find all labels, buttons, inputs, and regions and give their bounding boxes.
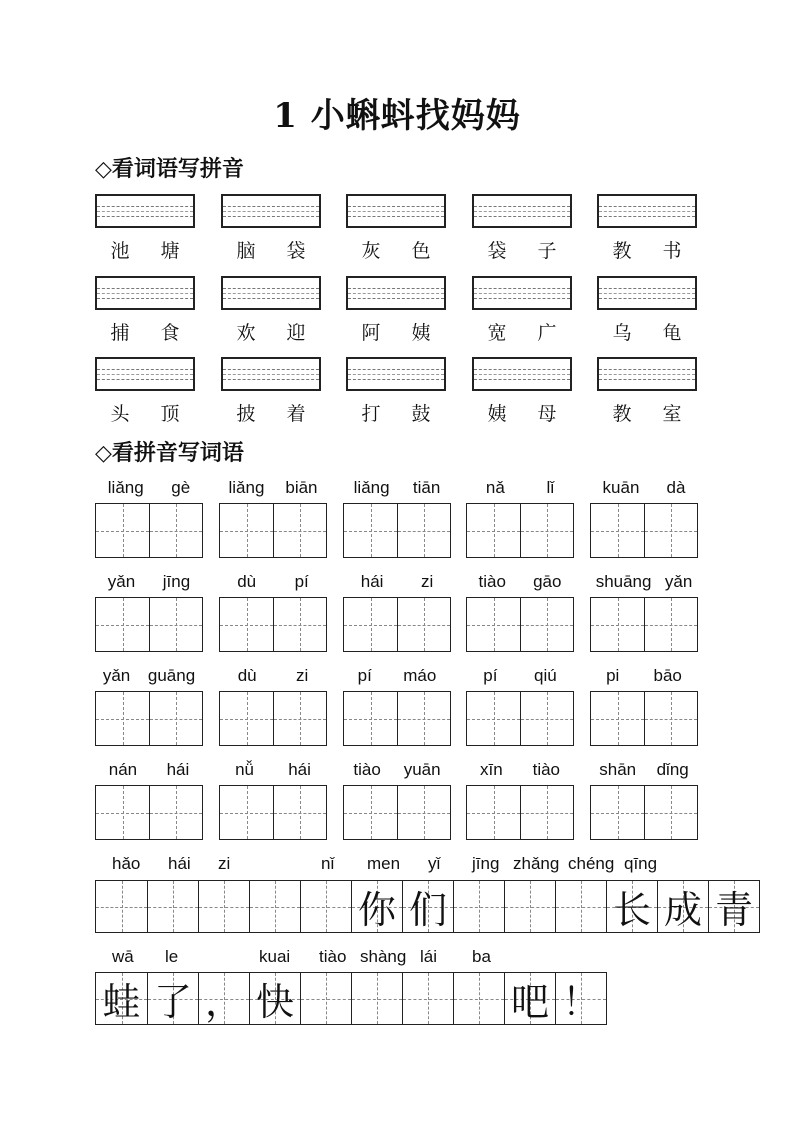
pinyin-syllable: máo [403, 666, 437, 685]
sentence-cell [96, 973, 147, 1024]
character-grid[interactable] [219, 691, 327, 746]
sentence-cell [249, 973, 300, 1024]
grid-cell[interactable] [467, 504, 520, 557]
vocab-char: 教 [612, 403, 632, 425]
grid-cell[interactable] [149, 692, 202, 745]
grid-cell[interactable] [520, 692, 573, 745]
pinyin-syllable: zi [420, 572, 434, 591]
vocab-word [472, 399, 572, 426]
pinyin-syllable: qiú [534, 666, 557, 685]
grid-cell[interactable] [520, 786, 573, 839]
character-grid[interactable] [466, 691, 574, 746]
character-grid[interactable] [466, 785, 574, 840]
pinyin-syllable: liǎng [228, 478, 265, 497]
sentence-cell[interactable] [453, 973, 504, 1024]
sentence-cell[interactable] [351, 973, 402, 1024]
character-grid[interactable] [466, 597, 574, 652]
grid-row [95, 785, 705, 841]
character-grid[interactable] [95, 785, 203, 840]
grid-cell[interactable] [591, 598, 644, 651]
sentence-pinyin: hǎo [112, 854, 141, 873]
vocab-char: 母 [537, 403, 557, 425]
pinyin-answer-box[interactable] [346, 276, 446, 310]
pinyin-row [95, 478, 705, 500]
sentence-pinyin: men [367, 854, 401, 873]
pinyin-answer-box[interactable] [597, 276, 697, 310]
sentence-cell[interactable] [504, 881, 555, 932]
sentence-pinyin: nǐ [321, 854, 335, 873]
grid-cell[interactable] [273, 786, 326, 839]
pinyin-syllable: hái [166, 760, 190, 779]
grid-cell[interactable] [220, 786, 273, 839]
vocab-char: 脑 [236, 240, 256, 262]
pinyin-answer-box[interactable] [346, 194, 446, 228]
given-character: 们 [408, 888, 447, 932]
vocab-char: 欢 [236, 322, 256, 344]
given-character: 青 [714, 888, 753, 932]
grid-cell[interactable] [520, 504, 573, 557]
pinyin-word [342, 572, 452, 592]
grid-cell[interactable] [644, 786, 697, 839]
pinyin-word [589, 666, 699, 686]
character-grid[interactable] [343, 503, 451, 558]
vocab-char: 阿 [361, 322, 381, 344]
sentence-pinyin: kuai [259, 947, 291, 966]
pinyin-syllable: pí [357, 666, 372, 685]
pinyin-syllable: zi [296, 666, 309, 685]
word-row [95, 236, 705, 262]
sentence-cell[interactable] [300, 973, 351, 1024]
grid-cell[interactable] [591, 786, 644, 839]
vocab-char: 姨 [487, 403, 507, 425]
vocab-word [95, 399, 195, 426]
grid-cell[interactable] [344, 692, 397, 745]
pinyin-word [94, 478, 204, 498]
pinyin-answer-box[interactable] [472, 357, 572, 391]
section-heading-write-pinyin: ◇看词语写拼音 [95, 156, 244, 182]
sentence-cell [147, 973, 198, 1024]
given-character: 你 [357, 888, 396, 932]
sentence-cell[interactable] [147, 881, 198, 932]
character-grid[interactable] [95, 691, 203, 746]
sentence-grid [95, 880, 760, 933]
sentence-pinyin: wā [112, 947, 134, 966]
sentence-pinyin: jīng [472, 854, 500, 873]
pinyin-answer-box[interactable] [597, 194, 697, 228]
pinyin-row [95, 572, 705, 594]
vocab-word [346, 236, 446, 263]
grid-cell[interactable] [220, 598, 273, 651]
grid-cell[interactable] [273, 598, 326, 651]
vocab-char: 姨 [411, 322, 431, 344]
grid-cell[interactable] [397, 786, 450, 839]
pinyin-syllable: gè [171, 478, 191, 497]
page-title: 1 小蝌蚪找妈妈 [273, 96, 521, 136]
sentence-pinyin: yǐ [428, 854, 441, 873]
grid-cell[interactable] [220, 504, 273, 557]
vocab-word [597, 399, 697, 426]
vocab-word [597, 236, 697, 263]
pinyin-word [465, 666, 575, 686]
grid-cell[interactable] [397, 598, 450, 651]
pinyin-word [342, 666, 452, 686]
vocab-char: 塘 [160, 240, 180, 262]
pinyin-row [95, 760, 705, 782]
pinyin-syllable: hái [288, 760, 311, 779]
pinyin-answer-box[interactable] [221, 276, 321, 310]
sentence-pinyin: lái [420, 947, 438, 966]
grid-cell[interactable] [149, 504, 202, 557]
given-character: ！ [561, 980, 600, 1024]
vocab-word [221, 318, 321, 345]
grid-cell[interactable] [591, 504, 644, 557]
pinyin-syllable: dù [237, 666, 257, 685]
vocab-char: 食 [160, 322, 180, 344]
pinyin-answer-box[interactable] [95, 357, 195, 391]
character-grid[interactable] [343, 597, 451, 652]
word-row [95, 399, 705, 425]
vocab-word [472, 318, 572, 345]
vocab-word [95, 318, 195, 345]
vocab-char: 龟 [662, 322, 682, 344]
vocab-char: 披 [236, 403, 256, 425]
character-grid[interactable] [466, 503, 574, 558]
character-grid[interactable] [219, 597, 327, 652]
character-grid[interactable] [95, 503, 203, 558]
vocab-char: 鼓 [411, 403, 431, 425]
sentence-pinyin: le [165, 947, 179, 966]
sentence-cell[interactable] [555, 881, 606, 932]
grid-cell[interactable] [467, 598, 520, 651]
pinyin-word [589, 478, 699, 498]
pinyin-syllable: shuāng [595, 572, 652, 591]
pinyin-word [465, 572, 575, 592]
pinyin-word [94, 760, 204, 780]
pinyin-syllable: jīng [162, 572, 191, 591]
pinyin-syllable: gāo [533, 572, 562, 591]
character-grid[interactable] [590, 691, 698, 746]
grid-cell[interactable] [96, 786, 149, 839]
given-character: 了 [153, 980, 192, 1024]
pinyin-word [218, 478, 328, 498]
pinyin-syllable: xīn [479, 760, 503, 779]
pinyin-word [342, 478, 452, 498]
character-grid[interactable] [343, 785, 451, 840]
grid-cell[interactable] [644, 692, 697, 745]
sentence-cell [402, 881, 453, 932]
pinyin-syllable: hái [360, 572, 384, 591]
vocab-char: 迎 [286, 322, 306, 344]
character-grid[interactable] [343, 691, 451, 746]
character-grid[interactable] [590, 785, 698, 840]
section-heading-write-words: ◇看拼音写词语 [95, 440, 244, 466]
sentence-cell[interactable] [96, 881, 147, 932]
pinyin-answer-box[interactable] [472, 276, 572, 310]
pinyin-answer-box[interactable] [221, 194, 321, 228]
pinyin-syllable: lǐ [546, 478, 555, 497]
pinyin-word [218, 666, 328, 686]
vocab-char: 袋 [487, 240, 507, 262]
grid-cell[interactable] [467, 692, 520, 745]
pinyin-syllable: yuān [403, 760, 441, 779]
vocab-word [597, 318, 697, 345]
grid-cell[interactable] [96, 692, 149, 745]
word-row [95, 318, 705, 344]
sentence-cell[interactable] [300, 881, 351, 932]
sentence-pinyin: shàng [360, 947, 407, 966]
vocab-word [221, 399, 321, 426]
sentence-cell [504, 973, 555, 1024]
vocab-char: 头 [110, 403, 130, 425]
pinyin-answer-box[interactable] [95, 276, 195, 310]
grid-row [95, 691, 705, 747]
sentence-pinyin: chéng [568, 854, 615, 873]
pinyin-syllable: kuān [602, 478, 640, 497]
grid-cell[interactable] [591, 692, 644, 745]
pinyin-syllable: dà [666, 478, 686, 497]
grid-cell[interactable] [344, 786, 397, 839]
vocab-char: 捕 [110, 322, 130, 344]
grid-cell[interactable] [149, 786, 202, 839]
vocab-char: 室 [662, 403, 682, 425]
pinyin-syllable: pí [294, 572, 309, 591]
pinyin-answer-box[interactable] [597, 357, 697, 391]
grid-cell[interactable] [644, 504, 697, 557]
vocab-word [221, 236, 321, 263]
vocab-char: 宽 [487, 322, 507, 344]
character-grid[interactable] [590, 503, 698, 558]
pinyin-syllable: liǎng [107, 478, 144, 497]
pinyin-word [218, 572, 328, 592]
grid-row [95, 597, 705, 653]
pinyin-box-row [95, 194, 697, 230]
sentence-cell[interactable] [249, 881, 300, 932]
vocab-word [95, 236, 195, 263]
sentence-cell [198, 973, 249, 1024]
pinyin-syllable: yǎn [107, 572, 136, 591]
grid-cell[interactable] [344, 598, 397, 651]
vocab-char: 色 [411, 240, 431, 262]
pinyin-answer-box[interactable] [346, 357, 446, 391]
given-character: ， [204, 980, 243, 1024]
pinyin-syllable: liǎng [353, 478, 390, 497]
vocab-char: 子 [537, 240, 557, 262]
pinyin-syllable: tiào [532, 760, 561, 779]
sentence-cell [657, 881, 708, 932]
vocab-char: 书 [662, 240, 682, 262]
pinyin-answer-box[interactable] [472, 194, 572, 228]
grid-cell[interactable] [96, 504, 149, 557]
pinyin-syllable: yǎn [102, 666, 131, 685]
grid-cell[interactable] [520, 598, 573, 651]
character-grid[interactable] [590, 597, 698, 652]
pinyin-word [94, 666, 204, 686]
pinyin-syllable: pí [483, 666, 498, 685]
pinyin-syllable: tiào [478, 572, 506, 591]
pinyin-word [589, 572, 699, 592]
sentence-cell[interactable] [402, 973, 453, 1024]
grid-cell[interactable] [344, 504, 397, 557]
sentence-pinyin: tiào [319, 947, 347, 966]
pinyin-syllable: guāng [147, 666, 196, 685]
grid-cell[interactable] [273, 504, 326, 557]
grid-cell[interactable] [644, 598, 697, 651]
pinyin-syllable: dǐng [656, 760, 689, 779]
vocab-char: 池 [110, 240, 130, 262]
sentence-pinyin: zi [218, 854, 231, 873]
pinyin-syllable: nán [108, 760, 138, 779]
sentence-pinyin: zhǎng [513, 854, 560, 873]
pinyin-syllable: nǚ [235, 760, 255, 779]
pinyin-word [342, 760, 452, 780]
grid-cell[interactable] [96, 598, 149, 651]
grid-cell[interactable] [467, 786, 520, 839]
pinyin-syllable: tiān [412, 478, 441, 497]
vocab-char: 教 [612, 240, 632, 262]
sentence-pinyin: qīng [624, 854, 658, 873]
sentence-pinyin: hái [168, 854, 191, 873]
vocab-char: 乌 [612, 322, 632, 344]
pinyin-box-row [95, 357, 697, 393]
character-grid[interactable] [219, 503, 327, 558]
pinyin-syllable: yǎn [664, 572, 693, 591]
pinyin-syllable: dù [237, 572, 257, 591]
pinyin-syllable: pi [606, 666, 620, 685]
grid-cell[interactable] [149, 598, 202, 651]
grid-cell[interactable] [220, 692, 273, 745]
vocab-word [346, 318, 446, 345]
sentence-pinyin: ba [472, 947, 491, 966]
vocab-char: 灰 [361, 240, 381, 262]
pinyin-word [465, 478, 575, 498]
vocab-char: 打 [361, 403, 381, 425]
sentence-cell [708, 881, 759, 932]
given-character: 成 [663, 888, 702, 932]
pinyin-syllable: bāo [653, 666, 682, 685]
given-character: 蛙 [102, 980, 141, 1024]
pinyin-syllable: shān [599, 760, 637, 779]
vocab-char: 广 [537, 322, 557, 344]
sentence-grid [95, 972, 607, 1025]
sentence-cell [606, 881, 657, 932]
sentence-cell [351, 881, 402, 932]
grid-cell[interactable] [273, 692, 326, 745]
pinyin-box-row [95, 276, 697, 312]
grid-cell[interactable] [397, 692, 450, 745]
given-character: 长 [612, 888, 651, 932]
character-grid[interactable] [95, 597, 203, 652]
pinyin-word [94, 572, 204, 592]
pinyin-word [465, 760, 575, 780]
vocab-word [472, 236, 572, 263]
grid-cell[interactable] [397, 504, 450, 557]
pinyin-word [589, 760, 699, 780]
vocab-char: 袋 [286, 240, 306, 262]
sentence-cell[interactable] [198, 881, 249, 932]
vocab-word [346, 399, 446, 426]
vocab-char: 顶 [160, 403, 180, 425]
given-character: 吧 [510, 980, 549, 1024]
sentence-cell[interactable] [453, 881, 504, 932]
pinyin-word [218, 760, 328, 780]
sentence-cell [555, 973, 606, 1024]
pinyin-answer-box[interactable] [95, 194, 195, 228]
grid-row [95, 503, 705, 559]
given-character: 快 [255, 980, 294, 1024]
pinyin-row [95, 666, 705, 688]
pinyin-syllable: biān [285, 478, 318, 497]
pinyin-answer-box[interactable] [221, 357, 321, 391]
vocab-char: 着 [286, 403, 306, 425]
pinyin-syllable: tiào [353, 760, 381, 779]
pinyin-syllable: nǎ [485, 478, 505, 497]
character-grid[interactable] [219, 785, 327, 840]
